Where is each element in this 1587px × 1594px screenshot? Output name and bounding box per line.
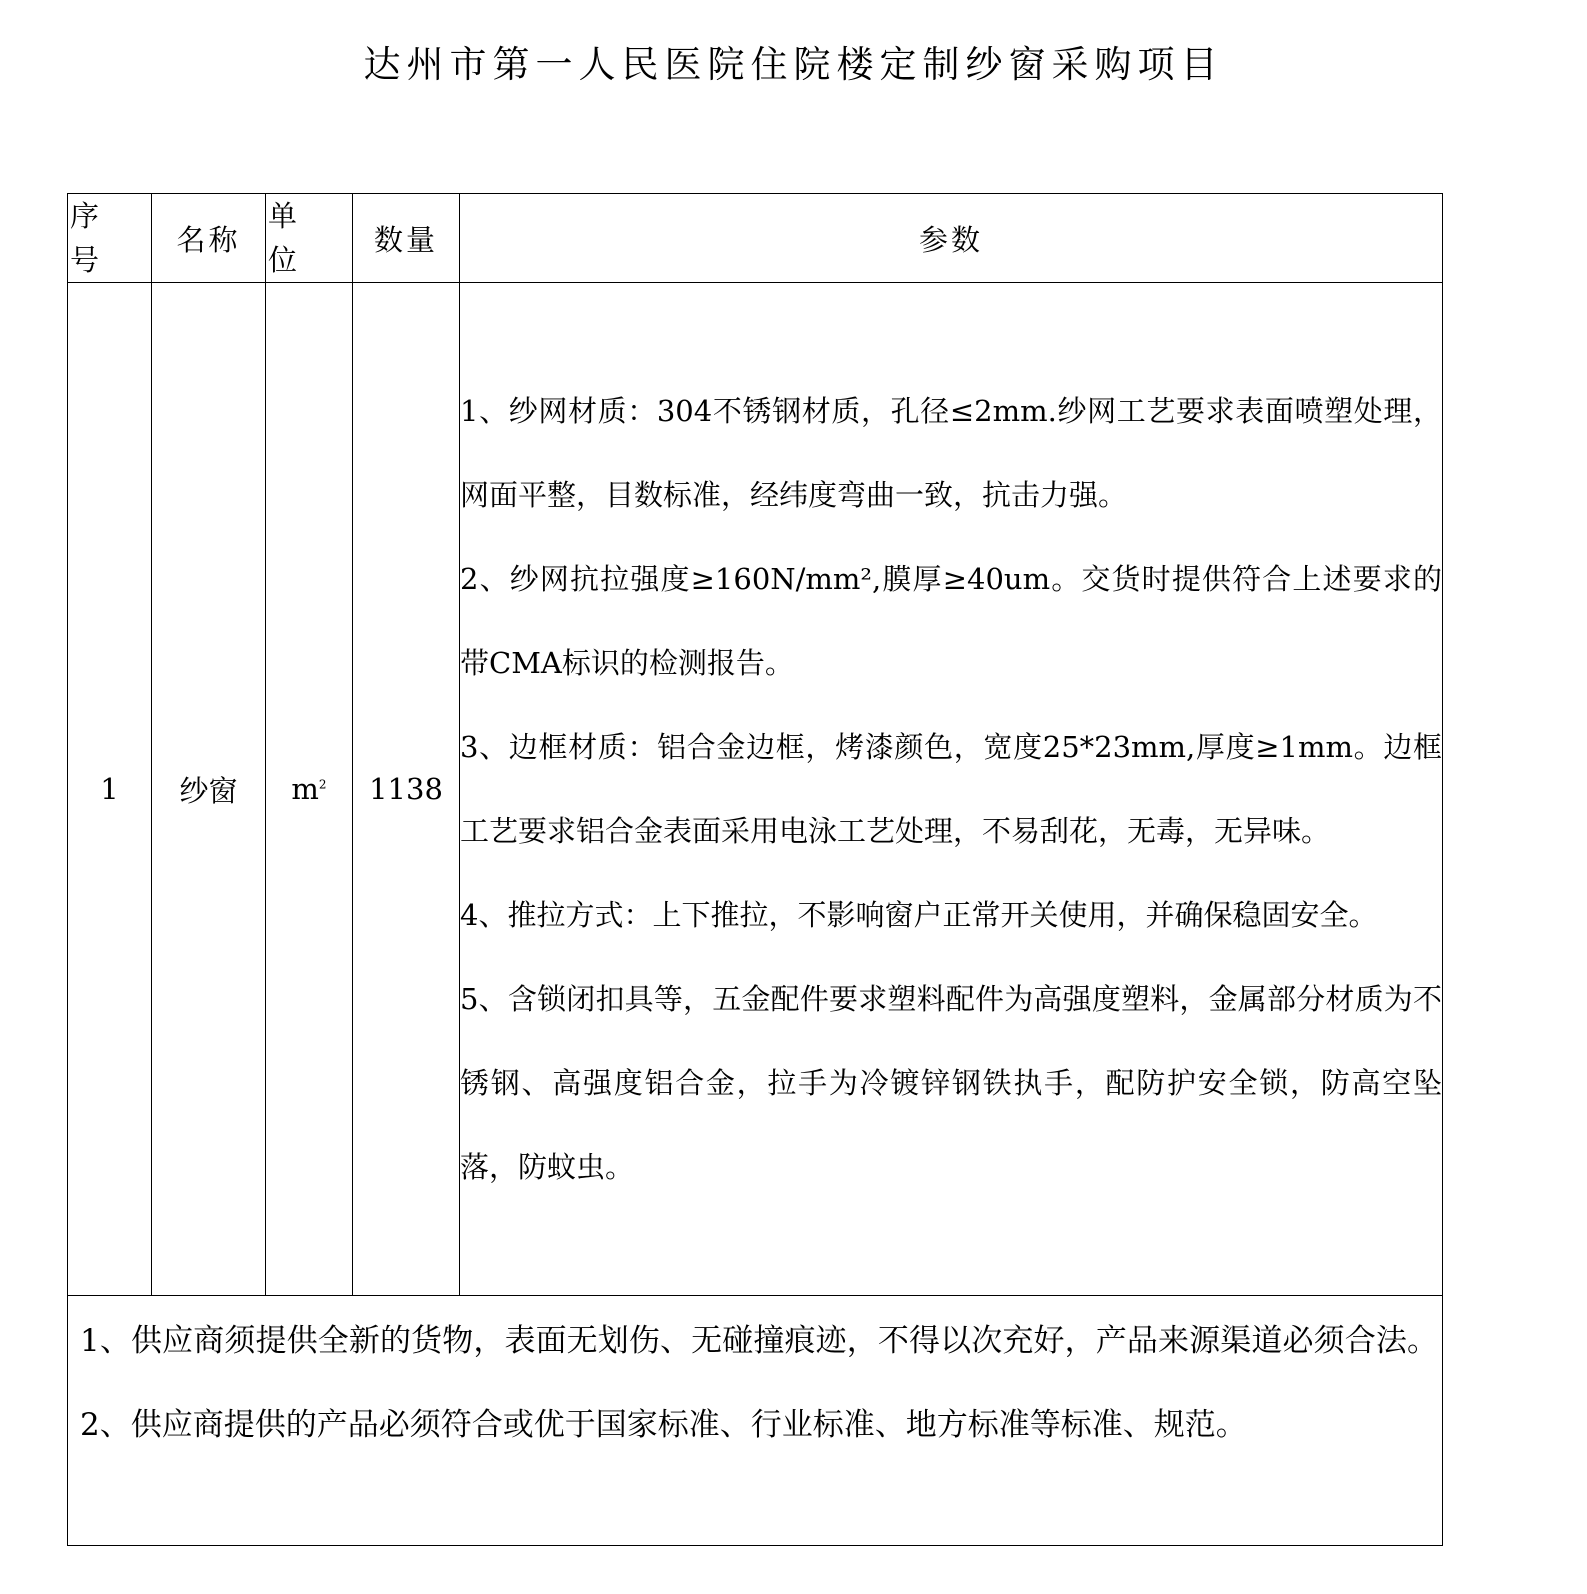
header-unit-line2: 位 bbox=[268, 243, 298, 277]
procurement-table bbox=[67, 193, 1443, 1546]
param-item-2: 2、纱网抗拉强度≥160N/mm²,膜厚≥40um。交货时提供符合上述要求的带CMA标识的检测报告。 bbox=[460, 562, 1442, 680]
header-unit bbox=[266, 194, 353, 283]
note-row bbox=[68, 1296, 1443, 1546]
header-name: 名称 bbox=[152, 194, 266, 283]
table-header-row bbox=[68, 194, 1443, 283]
header-seq-line2: 号 bbox=[70, 243, 100, 277]
header-qty: 数量 bbox=[353, 194, 460, 283]
cell-seq: 1 bbox=[68, 283, 152, 1296]
header-unit-line1: 单 bbox=[268, 199, 298, 233]
header-params: 参数 bbox=[460, 194, 1443, 283]
unit-superscript: 2 bbox=[318, 777, 327, 792]
header-seq bbox=[68, 194, 152, 283]
param-item-4: 4、推拉方式：上下推拉，不影响窗户正常开关使用，并确保稳固安全。 bbox=[460, 898, 1378, 932]
cell-name: 纱窗 bbox=[152, 283, 266, 1296]
cell-params bbox=[460, 283, 1443, 1296]
param-item-3: 3、边框材质：铝合金边框，烤漆颜色，宽度25*23mm,厚度≥1mm。边框工艺要求铝合金表面采用电泳工艺处理，不易刮花，无毒，无异味。 bbox=[460, 730, 1442, 848]
table-row bbox=[68, 283, 1443, 1296]
header-seq-line1: 序 bbox=[70, 199, 100, 233]
cell-unit bbox=[266, 283, 353, 1296]
param-item-1: 1、纱网材质：304不锈钢材质，孔径≤2mm.纱网工艺要求表面喷塑处理，网面平整，目数标准，经纬度弯曲一致，抗击力强。 bbox=[460, 394, 1442, 512]
document-title: 达州市第一人民医院住院楼定制纱窗采购项目 bbox=[363, 43, 1224, 86]
cell-qty: 1138 bbox=[353, 283, 460, 1296]
note-text: 1、供应商须提供全新的货物，表面无划伤、无碰撞痕迹，不得以次充好，产品来源渠道必须合法。2、供应商提供的产品必须符合或优于国家标准、行业标准、地方标准等标准、规范。 bbox=[68, 1296, 1443, 1546]
unit-base: m bbox=[291, 772, 319, 806]
param-item-5: 5、含锁闭扣具等，五金配件要求塑料配件为高强度塑料，金属部分材质为不锈钢、高强度铝合金，拉手为冷镀锌钢铁执手，配防护安全锁，防高空坠落，防蚊虫。 bbox=[460, 982, 1442, 1184]
